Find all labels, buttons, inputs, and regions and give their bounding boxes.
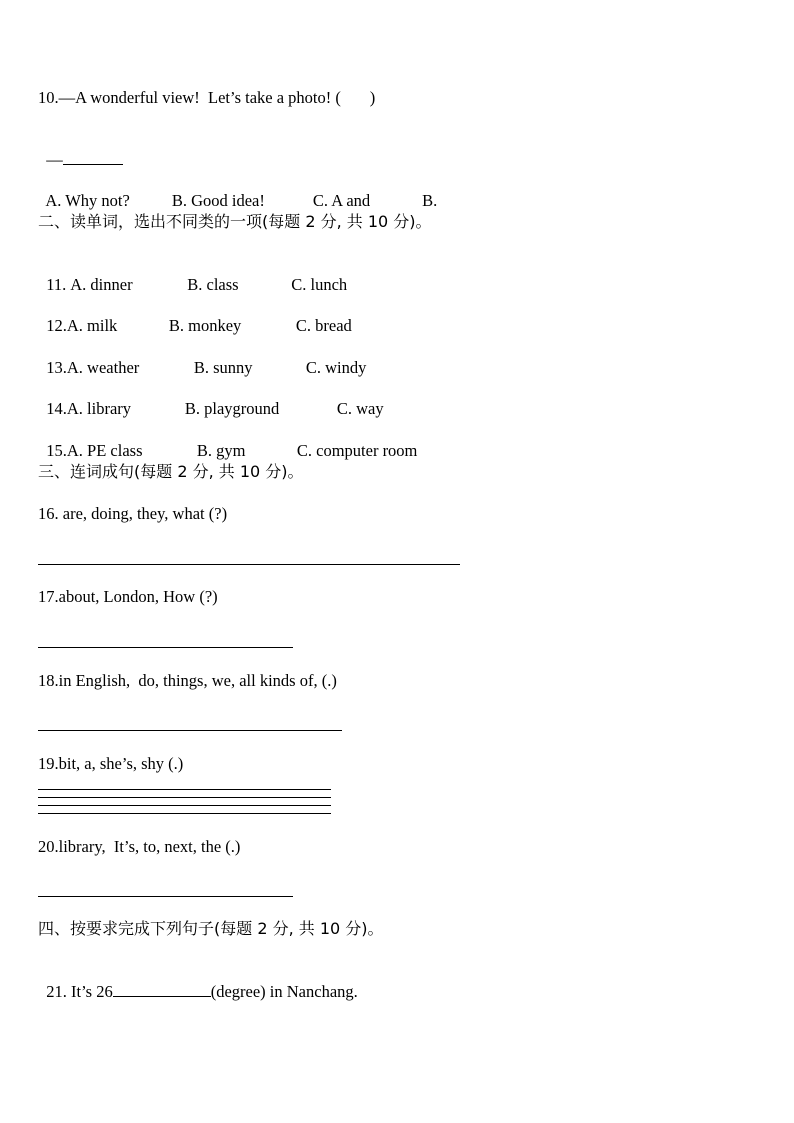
question-21 <box>38 962 358 1002</box>
option-a: A. milk <box>66 316 118 335</box>
question-21-suffix: (degree) in Nanchang. <box>210 982 358 1001</box>
option-a: A. dinner <box>70 275 133 294</box>
option-a: A. PE class <box>66 441 143 460</box>
option-d: B. <box>422 191 438 210</box>
answer-blank[interactable] <box>113 982 211 997</box>
answer-line-19-a[interactable] <box>38 789 331 790</box>
question-20: 20.library, It’s, to, next, the (.) <box>38 837 241 856</box>
answer-line-18[interactable] <box>38 730 342 731</box>
option-b: B. class <box>187 275 239 294</box>
option-a: A. Why not? <box>45 191 130 210</box>
question-12 <box>38 296 352 336</box>
question-13 <box>38 338 366 378</box>
question-number: 13. <box>46 358 67 377</box>
question-number: 15. <box>46 441 67 460</box>
option-b: B. sunny <box>193 358 253 377</box>
option-c: C. lunch <box>291 275 348 294</box>
option-b: B. gym <box>196 441 246 460</box>
option-c: C. way <box>336 399 384 418</box>
section-4-heading: 四、按要求完成下列句子(每题 2 分, 共 10 分)。 <box>38 919 384 938</box>
section-2-heading: 二、读单词，选出不同类的一项(每题 2 分, 共 10 分)。 <box>38 212 432 231</box>
answer-line-19-d[interactable] <box>38 813 331 814</box>
question-16: 16. are, doing, they, what (?) <box>38 504 228 523</box>
option-b: B. monkey <box>168 316 242 335</box>
option-a: A. weather <box>66 358 140 377</box>
question-11 <box>38 255 347 295</box>
answer-line-19-c[interactable] <box>38 805 331 806</box>
question-21-prefix: 21. It’s 26 <box>46 982 113 1001</box>
question-18: 18.in English, do, things, we, all kinds of, (.) <box>38 671 337 690</box>
question-number: 11. <box>46 275 67 294</box>
question-number: 14. <box>46 399 67 418</box>
option-b: B. Good idea! <box>171 191 265 210</box>
answer-line-19-b[interactable] <box>38 797 331 798</box>
question-17: 17.about, London, How (?) <box>38 587 218 606</box>
question-number: 12. <box>46 316 67 335</box>
option-b: B. playground <box>184 399 280 418</box>
option-c: C. A and <box>312 191 371 210</box>
option-c: C. computer room <box>296 441 418 460</box>
option-c: C. bread <box>295 316 352 335</box>
answer-line-16[interactable] <box>38 564 460 565</box>
question-19: 19.bit, a, she’s, shy (.) <box>38 754 184 773</box>
option-a: A. library <box>66 399 132 418</box>
question-14 <box>38 379 384 419</box>
answer-blank[interactable] <box>63 150 123 165</box>
question-10-stem: 10.—A wonderful view! Let’s take a photo! ( ) <box>38 88 376 107</box>
answer-line-17[interactable] <box>38 647 293 648</box>
section-3-heading: 三、连词成句(每题 2 分, 共 10 分)。 <box>38 462 304 481</box>
response-dash: — <box>46 150 63 169</box>
option-c: C. windy <box>305 358 367 377</box>
answer-line-20[interactable] <box>38 896 293 897</box>
question-15 <box>38 421 417 461</box>
question-10-options <box>38 171 437 211</box>
question-10-response <box>38 130 123 170</box>
